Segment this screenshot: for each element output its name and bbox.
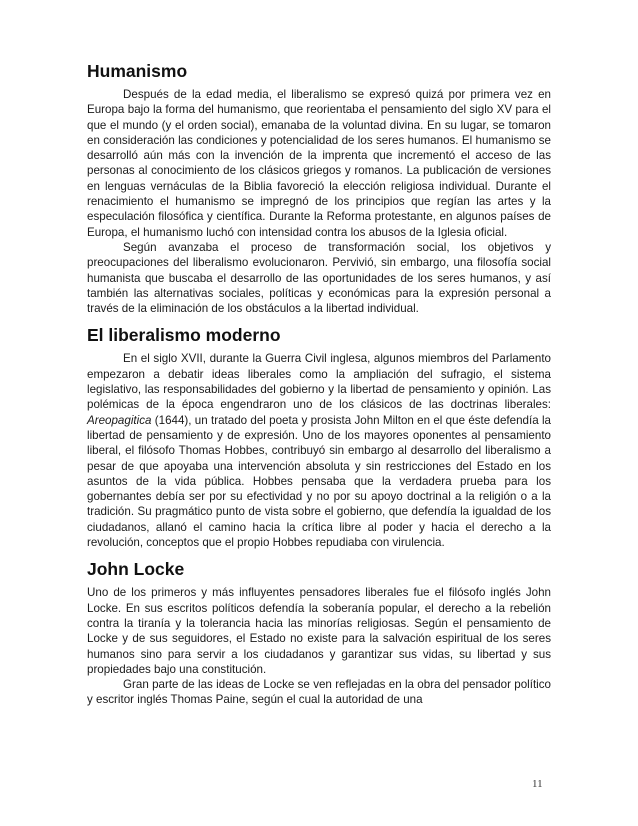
section-heading: John Locke (87, 559, 185, 580)
section-liberalismo-moderno (87, 324, 551, 550)
paragraph: Uno de los primeros y más influyentes pensadores liberales fue el filósofo inglés John Locke. En sus escritos políticos defendía la soberanía popular, el derecho a la rebelión contra la tiranía y la tolerancia hacia las minorías religiosas. Según el pensamiento de Locke y de sus seguidores, el Estado no existe para la salvación espiritual de los seres humanos sino para servir a los ciudadanos y garantizar sus vidas, su libertad y sus propiedades bajo una constitución. (87, 586, 551, 676)
paragraph: Según avanzaba el proceso de transformación social, los objetivos y preocupaciones del liberalismo evolucionaron. Pervivió, sin embargo, una filosofía social humanista que buscaba el desarrollo de las oportunidades de los seres humanos, y así también las alternativas sociales, políticas y económicas para la expresión personal a través de la eliminación de los obstáculos a la libertad individual. (87, 240, 551, 316)
section-heading: Humanismo (87, 61, 188, 81)
section-humanismo (87, 60, 551, 316)
page-number: 11 (532, 778, 543, 790)
book-title: Areopagitica (87, 413, 152, 427)
paragraph-text: En el siglo XVII, durante la Guerra Civil inglesa, algunos miembros del Parlamento empezaron a debatir ideas liberales como la ampliación del sufragio, el sistema legislativo, las responsabilidades del gobierno y la libertad de pensamiento y opinión. Las polémicas de la época engendraron uno de los clásicos de las doctrinas liberales: (87, 352, 551, 412)
section-heading: El liberalismo moderno (87, 325, 281, 346)
document-page (87, 60, 551, 716)
paragraph-text: (1644), un tratado del poeta y prosista John Milton en el que éste defendía la libertad de pensamiento y de expresión. Uno de los mayores oponentes al pensamiento liberal, el filósofo Thomas Hobbes, contribuyó sin embargo al desarrollo del liberalismo a pesar de que apoyaba una intervención absoluta y sin restricciones del Estado en los asuntos de la vida pública. Hobbes pensaba que la verdadera prueba para los gobernantes debía ser por su efectividad y no por su apoyo doctrinal a la religión o a la tradición. Su pragmático punto de vista sobre el gobierno, que defendía la igualdad de los ciudadanos, allanó el camino hacia la crítica libre al poder y hacia el derecho a la revolución, conceptos que el propio Hobbes repudiaba con virulencia. (87, 413, 551, 550)
paragraph (87, 351, 551, 550)
paragraph: Después de la edad media, el liberalismo se expresó quizá por primera vez en Europa bajo la forma del humanismo, que reorientaba el pensamiento del siglo XV para el que el mundo (y el orden social), emanaba de la voluntad divina. En su lugar, se tomaron en consideración las condiciones y potencialidad de los seres humanos. El humanismo se desarrolló aún más con la invención de la imprenta que incrementó el acceso de las personas al conocimiento de los clásicos griegos y romanos. La publicación de versiones en lenguas vernáculas de la Biblia favoreció la elección religiosa individual. Durante el renacimiento el humanismo se impregnó de los principios que regían las artes y la especulación filosófica y científica. Durante la Reforma protestante, en algunos países de Europa, el humanismo luchó con intensidad contra los abusos de la Iglesia oficial. (87, 88, 551, 239)
paragraph: Gran parte de las ideas de Locke se ven reflejadas en la obra del pensador político y escritor inglés Thomas Paine, según el cual la autoridad de una (87, 678, 551, 707)
section-john-locke (87, 558, 551, 707)
